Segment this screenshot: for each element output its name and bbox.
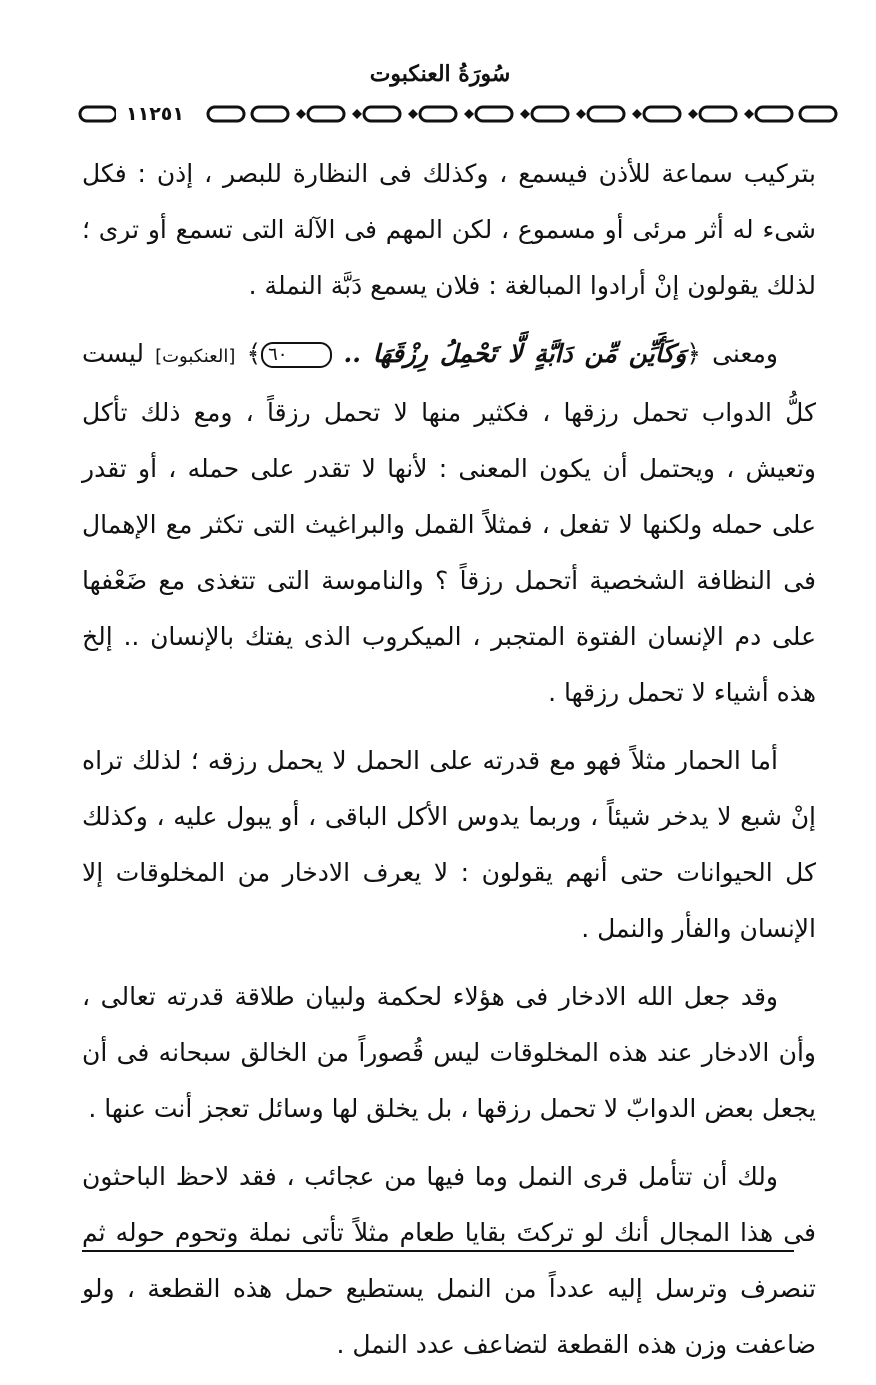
paragraph-2-intro: ومعنى — [712, 339, 778, 368]
page-number: ١١٢٥١ — [116, 100, 194, 128]
footer-rule — [82, 1250, 794, 1252]
surah-title: سُورَةُ العنكبوت — [369, 61, 511, 87]
paragraph-2 — [82, 326, 816, 721]
paragraph-2-body: ليست كلُّ الدواب تحمل رزقها ، فكثير منها لا تحمل رزقاً ، ومع ذلك تأكل وتعيش ، ويحتمل أن يكون المعنى : لأنها لا تقدر على حمله ، أو تقدر على حمله ولكنها لا تفعل ، فمثلاً القمل والبراغيث التى تكثر مع الإهمال فى النظافة الشخصية أتحمل رزقاً ؟ والناموسة التى تتغذى مع ضَعْفها على دم الإنسان الفتوة المتجبر ، الميكروب الذى يفتك بالإنسان .. إلخ هذه أشياء لا تحمل رزقها . — [82, 339, 816, 707]
quran-verse: وَكَأَيِّن مِّن دَابَّةٍ لَّا تَحْمِلُ رِزْقَهَا .. — [343, 339, 687, 368]
surah-reference: [العنكبوت] — [155, 346, 236, 367]
ayah-close-bracket: ﴾ — [246, 339, 262, 368]
paragraph-5: ولك أن تتأمل قرى النمل وما فيها من عجائب ، فقد لاحظ الباحثون فى هذا المجال أنك لو تركتَ بقايا طعام مثلاً تأتى نملة وتحوم حوله ثم تنصرف وترسل إليه عدداً من النمل يستطيع حمل هذه القطعة ، ولو ضاعفت وزن هذه القطعة لتضاعف عدد النمل . — [82, 1162, 816, 1359]
paragraph-1: بتركيب سماعة للأذن فيسمع ، وكذلك فى النظارة للبصر ، إذن : فكل شىء له أثر مرئى أو مسموع ، لكن المهم فى الآلة التى تسمع أو ترى ؛ لذلك يقولون إنْ أرادوا المبالغة : فلان يسمع دَبَّة النملة . — [82, 159, 816, 300]
ayah-number-marker: ٦٠ — [261, 342, 332, 368]
paragraph-3: أما الحمار مثلاً فهو مع قدرته على الحمل لا يحمل رزقه ؛ لذلك تراه إنْ شبع لا يدخر شيئاً ، وربما يدوس الأكل الباقى ، أو يبول عليه ، وكذلك كل الحيوانات حتى أنهم يقولون : لا يعرف الادخار من المخلوقات إلا الإنسان والفأر والنمل . — [82, 746, 816, 943]
ayah-open-bracket: ﴿ — [686, 339, 701, 368]
body-text — [82, 146, 816, 1385]
paragraph-4: وقد جعل الله الادخار فى هؤلاء لحكمة ولبيان طلاقة قدرته تعالى ، وأن الادخار عند هذه المخلوقات ليس قُصوراً من الخالق سبحانه فى أن يجعل بعض الدوابّ لا تحمل رزقها ، بل يخلق لها وسائل تعجز أنت عنها . — [82, 982, 816, 1123]
